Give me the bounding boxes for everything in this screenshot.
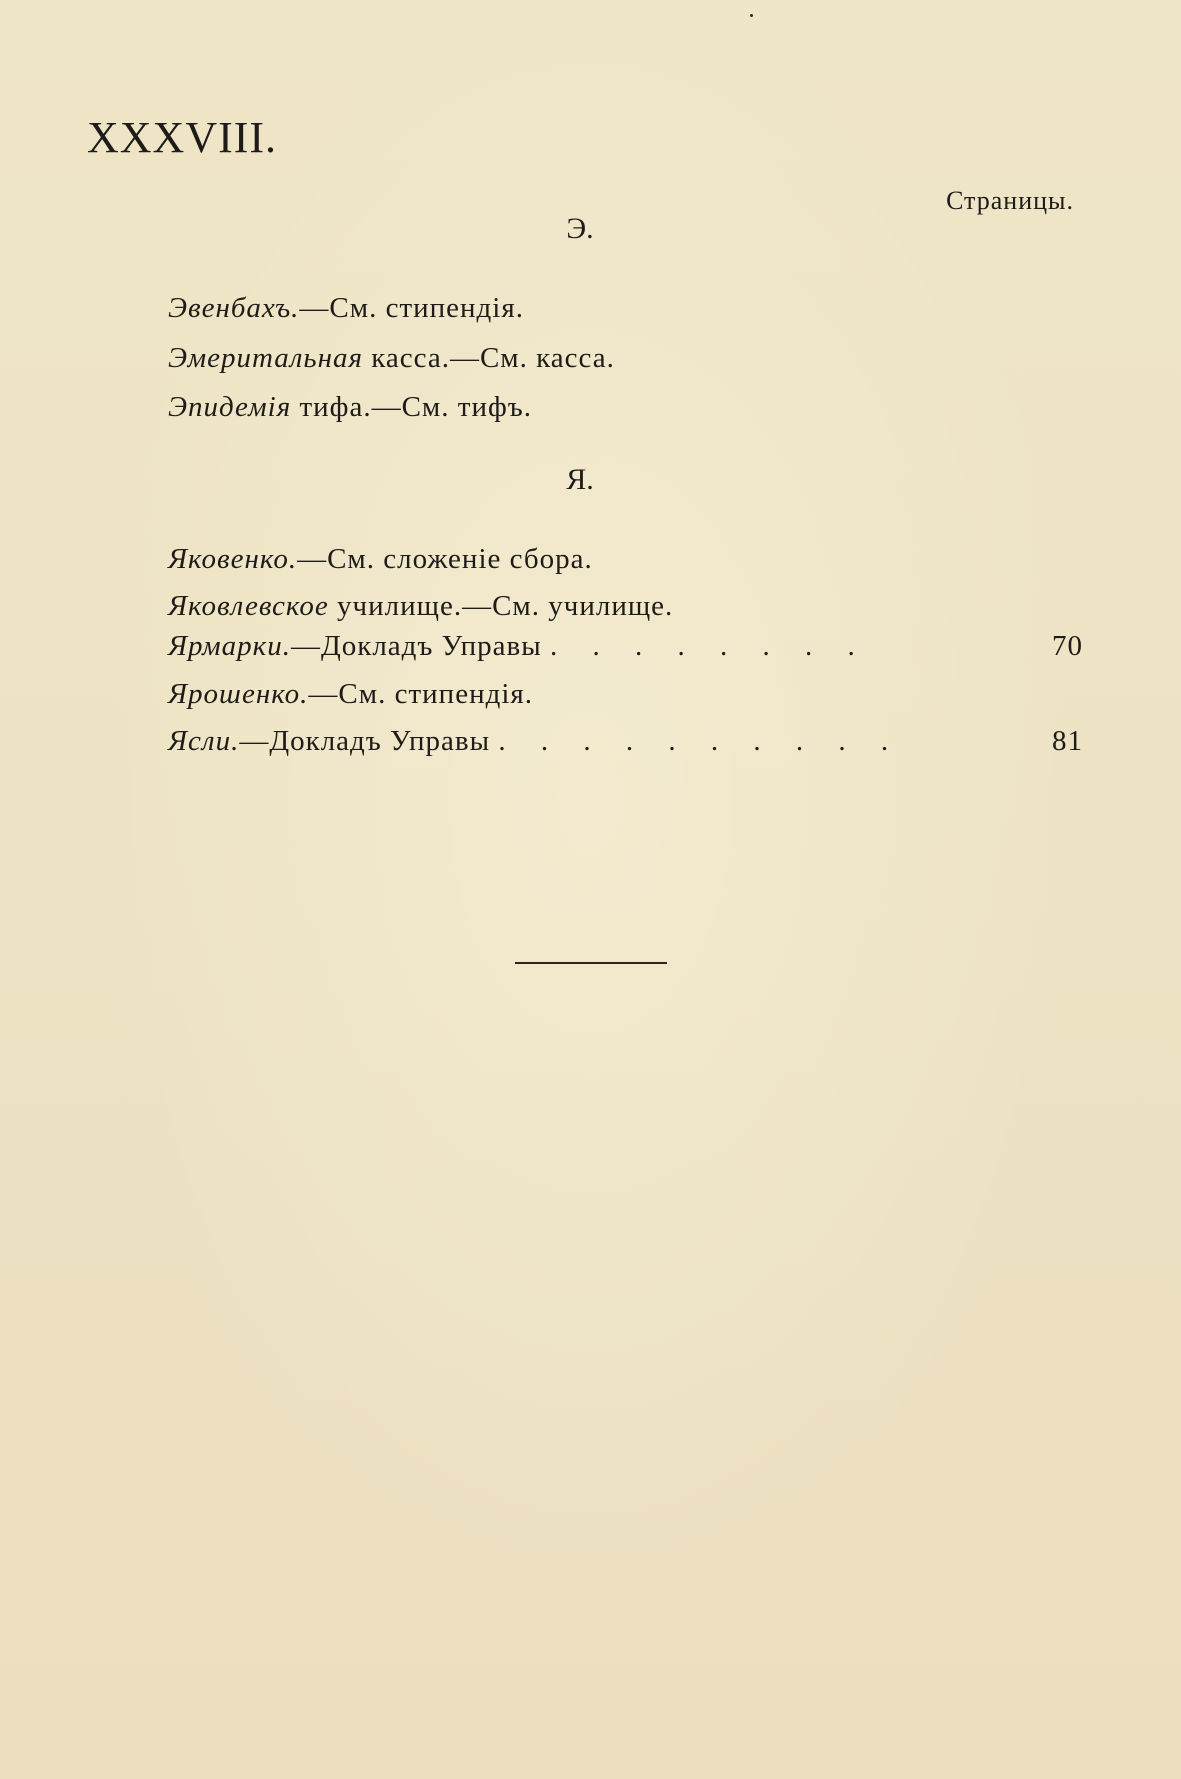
leader-dots: . . . . . . . . bbox=[549, 630, 869, 662]
entry-text: —См. стипендія. bbox=[308, 678, 533, 710]
index-entry bbox=[168, 342, 1083, 386]
entry-text: —Докладъ Управы bbox=[239, 725, 499, 757]
entry-text: —См. стипендія. bbox=[299, 292, 524, 324]
index-entry bbox=[168, 725, 1083, 769]
entry-text: училище.—См. училище. bbox=[328, 590, 674, 622]
ink-speck bbox=[750, 14, 753, 17]
entry-term: Эпидемія bbox=[168, 391, 292, 423]
entry-text: тифа.—См. тифъ. bbox=[291, 391, 532, 423]
index-entry bbox=[168, 590, 1083, 634]
entry-term: Эвенбахъ. bbox=[168, 292, 300, 324]
section-heading-ya: Я. bbox=[566, 463, 594, 496]
entry-page-ref: 81 bbox=[1052, 725, 1083, 757]
section-heading-e: Э. bbox=[566, 212, 594, 245]
leader-dots: . . . . . . . . . . bbox=[498, 725, 903, 757]
index-entry bbox=[168, 630, 1083, 674]
entry-term: Яковенко. bbox=[168, 543, 298, 575]
entry-term: Ярошенко. bbox=[168, 678, 309, 710]
entry-term: Яковлевское bbox=[168, 590, 329, 622]
index-entry bbox=[168, 543, 1083, 587]
index-entry bbox=[168, 391, 1083, 435]
entry-text: касса.—См. касса. bbox=[362, 342, 615, 374]
entry-page-ref: 70 bbox=[1052, 630, 1083, 662]
entry-term: Ясли. bbox=[168, 725, 240, 757]
page-number: XXXVIII. bbox=[87, 113, 278, 162]
end-rule bbox=[515, 962, 667, 964]
entry-text: —См. сложеніе сбора. bbox=[297, 543, 593, 575]
entry-text: —Докладъ Управы bbox=[290, 630, 550, 662]
entry-term: Ярмарки. bbox=[168, 630, 291, 662]
index-entry bbox=[168, 292, 1083, 336]
entry-term: Эмеритальная bbox=[168, 342, 363, 374]
index-entry bbox=[168, 678, 1083, 722]
pages-column-label: Страницы. bbox=[946, 186, 1074, 215]
